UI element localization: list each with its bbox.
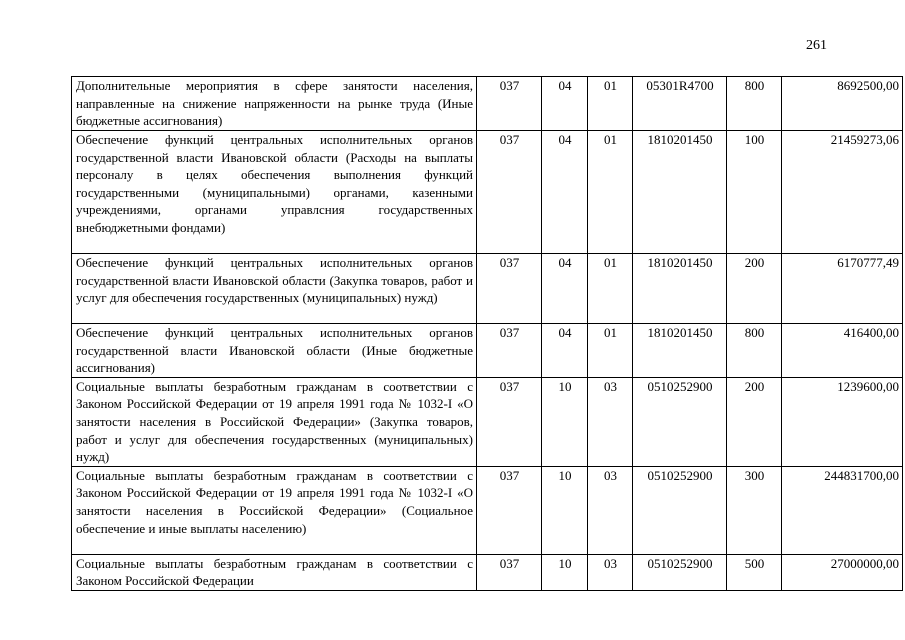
ministry-code: 037 [477, 377, 542, 466]
section-code: 10 [542, 377, 588, 466]
target-article-code: 1810201450 [633, 324, 727, 378]
amount: 416400,00 [782, 324, 903, 378]
target-article-code: 0510252900 [633, 554, 727, 590]
table-row [72, 324, 903, 378]
subsection-code: 03 [588, 466, 633, 554]
row-description: Дополнительные мероприятия в сфере занятости населения, направленные на снижение напряженности на рынке труда (Иные бюджетные ассигнования) [72, 77, 477, 131]
expense-type-code: 800 [727, 77, 782, 131]
amount: 21459273,06 [782, 131, 903, 254]
ministry-code: 037 [477, 324, 542, 378]
subsection-code: 01 [588, 77, 633, 131]
expense-type-code: 200 [727, 254, 782, 324]
ministry-code: 037 [477, 554, 542, 590]
section-code: 10 [542, 466, 588, 554]
ministry-code: 037 [477, 77, 542, 131]
row-description: Социальные выплаты безработным гражданам в соответствии с Законом Российской Федерации от 19 апреля 1991 года № 1032-I «О занятости населения в Российской Федерации» (Социальное обеспечение и иные выплаты населению) [72, 466, 477, 554]
amount: 244831700,00 [782, 466, 903, 554]
subsection-code: 01 [588, 131, 633, 254]
ministry-code: 037 [477, 466, 542, 554]
expense-type-code: 300 [727, 466, 782, 554]
row-description: Социальные выплаты безработным гражданам в соответствии с Законом Российской Федерации [72, 554, 477, 590]
table-row [72, 254, 903, 324]
amount: 1239600,00 [782, 377, 903, 466]
amount: 6170777,49 [782, 254, 903, 324]
target-article-code: 1810201450 [633, 254, 727, 324]
target-article-code: 05301R4700 [633, 77, 727, 131]
target-article-code: 0510252900 [633, 377, 727, 466]
ministry-code: 037 [477, 131, 542, 254]
subsection-code: 01 [588, 254, 633, 324]
expense-type-code: 200 [727, 377, 782, 466]
row-description: Обеспечение функций центральных исполнительных органов государственной власти Ивановской области (Расходы на выплаты персоналу в целях обеспечения выполнения функций государственными (муниципальными) органами, казенными учреждениями, органами управлсния государственных внебюджетными фондами) [72, 131, 477, 254]
expense-type-code: 100 [727, 131, 782, 254]
expense-type-code: 500 [727, 554, 782, 590]
table-row [72, 554, 903, 590]
table-row [72, 77, 903, 131]
target-article-code: 0510252900 [633, 466, 727, 554]
table-row [72, 466, 903, 554]
subsection-code: 03 [588, 377, 633, 466]
amount: 27000000,00 [782, 554, 903, 590]
ministry-code: 037 [477, 254, 542, 324]
table-row [72, 377, 903, 466]
section-code: 04 [542, 324, 588, 378]
amount: 8692500,00 [782, 77, 903, 131]
subsection-code: 03 [588, 554, 633, 590]
page-number: 261 [806, 38, 827, 53]
section-code: 04 [542, 77, 588, 131]
target-article-code: 1810201450 [633, 131, 727, 254]
expense-type-code: 800 [727, 324, 782, 378]
section-code: 10 [542, 554, 588, 590]
section-code: 04 [542, 254, 588, 324]
section-code: 04 [542, 131, 588, 254]
row-description: Обеспечение функций центральных исполнительных органов государственной власти Ивановской области (Закупка товаров, работ и услуг для обеспечения государственных (муниципальных) нужд) [72, 254, 477, 324]
table-row [72, 131, 903, 254]
row-description: Обеспечение функций центральных исполнительных органов государственной власти Ивановской области (Иные бюджетные ассигнования) [72, 324, 477, 378]
row-description: Социальные выплаты безработным гражданам в соответствии с Законом Российской Федерации от 19 апреля 1991 года № 1032-I «О занятости населения в Российской Федерации» (Закупка товаров, работ и услуг для обеспечения государственных (муниципальных) нужд) [72, 377, 477, 466]
budget-table [71, 76, 903, 591]
subsection-code: 01 [588, 324, 633, 378]
